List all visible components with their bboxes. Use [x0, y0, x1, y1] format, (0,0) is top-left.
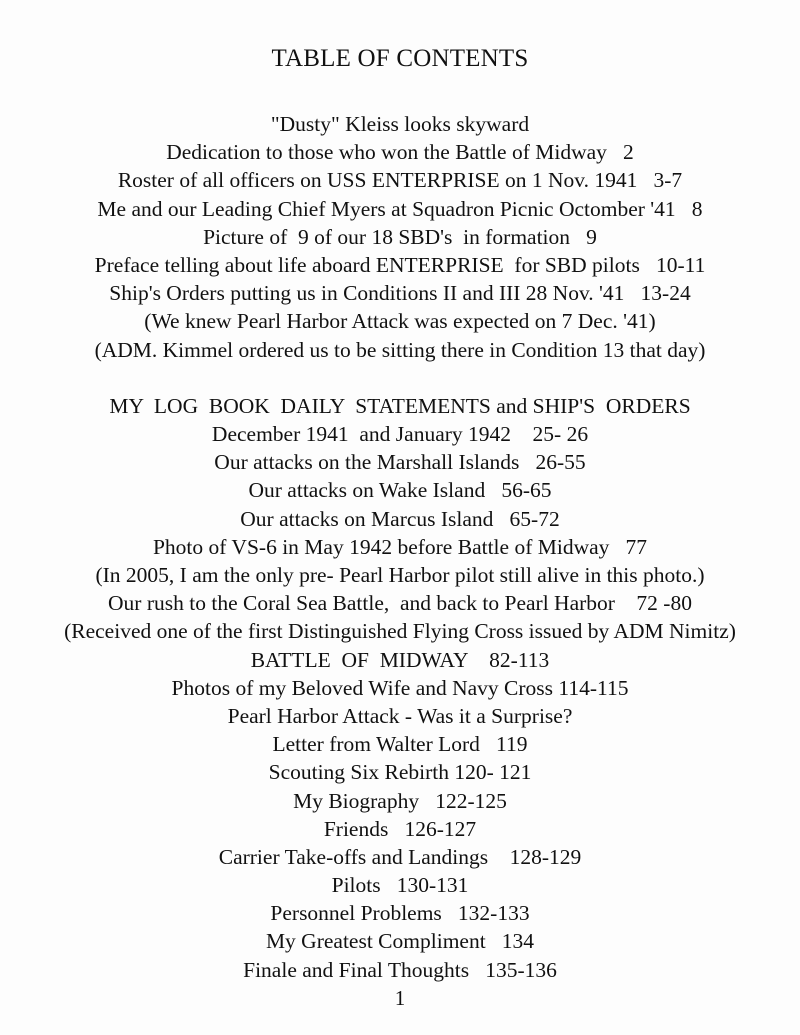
toc-entry: Our rush to the Coral Sea Battle, and back to Pearl Harbor 72 -80 — [108, 591, 692, 616]
toc-entry: Roster of all officers on USS ENTERPRISE on 1 Nov. 1941 3-7 — [117, 168, 683, 193]
toc-entry: Pilots 130-131 — [331, 873, 469, 898]
toc-entry: Finale and Final Thoughts 135-136 — [243, 957, 557, 982]
toc-note: (Received one of the first Distinguished Flying Cross issued by ADM Nimitz) — [64, 619, 736, 644]
toc-entry: Ship's Orders putting us in Conditions II and III 28 Nov. '41 13-24 — [109, 281, 691, 306]
toc-entry: Carrier Take-offs and Landings 128-129 — [218, 844, 582, 869]
toc-entry: Photo of VS-6 in May 1942 before Battle of Midway 77 — [152, 534, 648, 559]
toc-entry: Our attacks on Marcus Island 65-72 — [240, 506, 560, 531]
table-of-contents — [0, 110, 800, 984]
toc-entry: Personnel Problems 132-133 — [270, 901, 530, 926]
toc-entry: Dedication to those who won the Battle of Midway 2 — [166, 140, 634, 165]
toc-entry: My Greatest Compliment 134 — [265, 929, 535, 954]
toc-entry: Scouting Six Rebirth 120- 121 — [268, 760, 532, 785]
section-spacer — [0, 364, 800, 392]
toc-entry: "Dusty" Kleiss looks skyward — [270, 112, 530, 136]
toc-entry: BATTLE OF MIDWAY 82-113 — [250, 647, 550, 672]
toc-entry: Our attacks on the Marshall Islands 26-55 — [214, 450, 586, 475]
toc-entry: Our attacks on Wake Island 56-65 — [248, 478, 552, 503]
toc-note: (We knew Pearl Harbor Attack was expected on 7 Dec. '41) — [144, 309, 656, 334]
toc-entry: Me and our Leading Chief Myers at Squadron Picnic Octomber '41 8 — [97, 196, 703, 221]
toc-note: (In 2005, I am the only pre- Pearl Harbor pilot still alive in this photo.) — [95, 563, 705, 587]
toc-entry: Friends 126-127 — [323, 816, 477, 841]
toc-entry: Picture of 9 of our 18 SBD's in formation 9 — [203, 224, 597, 249]
page-number: 1 — [394, 986, 406, 1010]
toc-note: (ADM. Kimmel ordered us to be sitting there in Condition 13 that day) — [94, 337, 706, 362]
page-title: TABLE OF CONTENTS — [271, 45, 529, 72]
toc-entry: My Biography 122-125 — [293, 788, 507, 813]
toc-entry: Letter from Walter Lord 119 — [272, 732, 528, 757]
toc-entry: Photos of my Beloved Wife and Navy Cross 114-115 — [171, 675, 629, 700]
toc-entry: Preface telling about life aboard ENTERPRISE for SBD pilots 10-11 — [94, 252, 706, 277]
toc-entry: December 1941 and January 1942 25- 26 — [211, 422, 589, 447]
toc-entry: Pearl Harbor Attack - Was it a Surprise? — [227, 703, 573, 728]
section-heading: MY LOG BOOK DAILY STATEMENTS and SHIP'S ORDERS — [109, 393, 691, 418]
